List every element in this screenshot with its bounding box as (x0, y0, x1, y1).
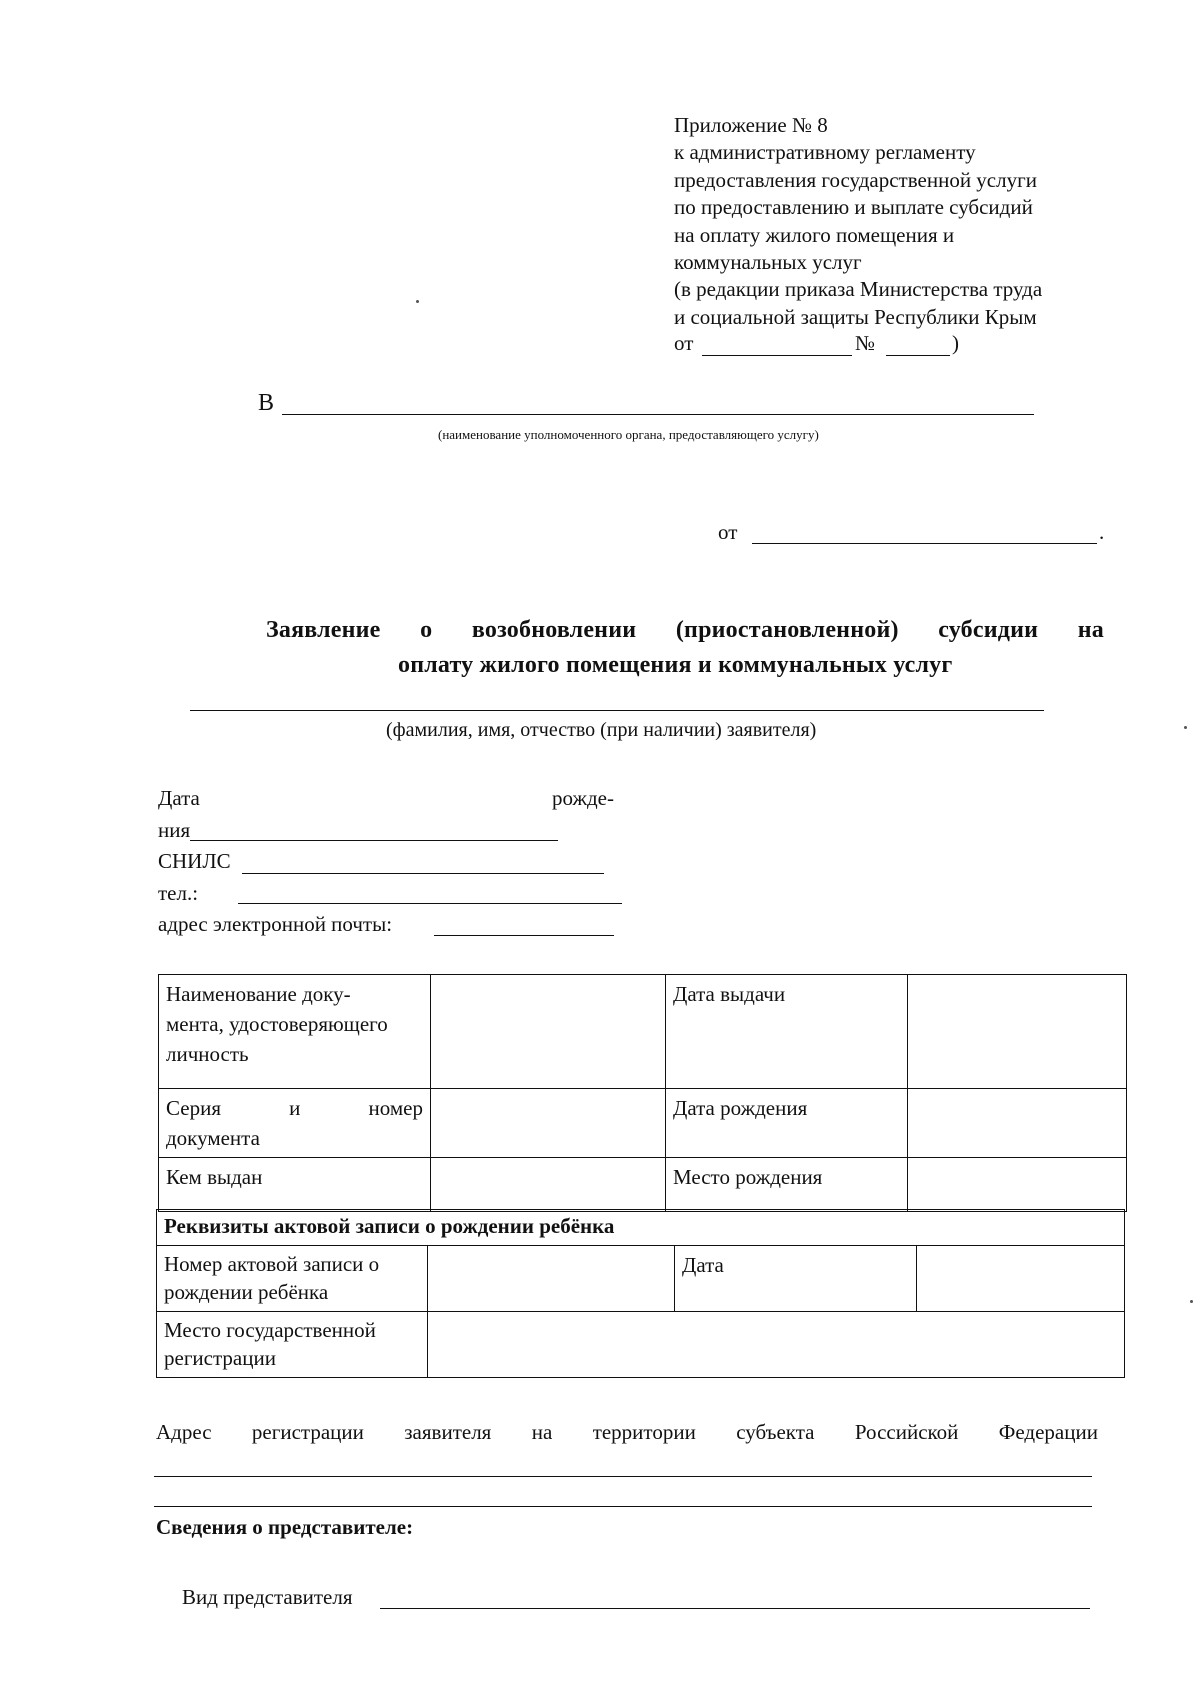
title-word: о (420, 617, 433, 643)
dob-label-part-3: ния (158, 818, 191, 842)
act-date-label: Дата (675, 1246, 917, 1312)
act-number-value[interactable] (428, 1246, 675, 1312)
snils-field[interactable] (242, 873, 604, 874)
act-section-header: Реквизиты актовой записи о рождении ребёнка (157, 1210, 1125, 1246)
birth-date-value[interactable] (908, 1089, 1127, 1158)
scan-speck (416, 300, 419, 303)
series-number-value[interactable] (431, 1089, 666, 1158)
table-row (159, 1089, 1127, 1158)
recipient-caption: (наименование уполномоченного органа, предоставляющего услугу) (438, 427, 819, 442)
appendix-line: (в редакции приказа Министерства труда (674, 277, 1043, 302)
sender-field[interactable] (752, 543, 1097, 544)
appendix-close-paren: ) (952, 331, 959, 355)
representative-type-field[interactable] (380, 1608, 1090, 1609)
series-line-2: документа (166, 1126, 260, 1150)
title-word: субсидии (938, 617, 1039, 643)
appendix-date-field[interactable] (702, 355, 852, 356)
table-row (157, 1246, 1125, 1312)
recipient-prefix: В (258, 390, 275, 416)
appendix-line: коммунальных услуг (674, 250, 862, 275)
table-row (159, 1158, 1127, 1212)
phone-field[interactable] (238, 903, 622, 904)
sender-label: от (718, 520, 738, 544)
sender-end-dot: . (1099, 520, 1105, 544)
snils-label: СНИЛС (158, 849, 231, 873)
address-word: Российской (854, 1420, 959, 1444)
page-title-line-1 (266, 617, 1104, 644)
address-word: заявителя (404, 1420, 492, 1444)
appendix-line: по предоставлению и выплате субсидий (674, 195, 1033, 220)
series-word: номер (368, 1096, 423, 1120)
appendix-line: предоставления государственной услуги (674, 167, 1037, 192)
appendix-line: на оплату жилого помещения и (674, 222, 955, 247)
address-word: Федерации (998, 1420, 1098, 1444)
address-word: субъекта (736, 1420, 815, 1444)
issued-by-label: Кем выдан (159, 1158, 431, 1212)
appendix-line: и социальной защиты Республики Крым (674, 304, 1037, 329)
scan-speck (1190, 1300, 1193, 1303)
series-number-label (159, 1089, 431, 1158)
appendix-number-label: № (855, 331, 876, 355)
issued-by-value[interactable] (431, 1158, 666, 1212)
act-date-value[interactable] (917, 1246, 1125, 1312)
title-word: (приостановленной) (675, 617, 899, 643)
dob-label-part-2: рожде- (552, 786, 614, 810)
reg-place-label: Место государственной регистрации (157, 1312, 428, 1378)
table-row (157, 1210, 1125, 1246)
appendix-line: к административному регламенту (674, 140, 976, 165)
birth-record-table (156, 1209, 1125, 1378)
appendix-from-label: от (674, 331, 694, 355)
address-field-line-2[interactable] (154, 1506, 1092, 1507)
representative-header: Сведения о представителе: (156, 1515, 414, 1539)
title-word: возобновлении (471, 617, 637, 643)
applicant-name-caption: (фамилия, имя, отчество (при наличии) заявителя) (386, 719, 817, 741)
table-row (157, 1312, 1125, 1378)
dob-label-part-1: Дата (158, 786, 200, 810)
reg-place-value[interactable] (428, 1312, 1125, 1378)
birth-place-value[interactable] (908, 1158, 1127, 1212)
birth-place-label: Место рождения (666, 1158, 908, 1212)
issue-date-value[interactable] (908, 975, 1127, 1089)
act-number-label: Номер актовой записи о рождении ребёнка (157, 1246, 428, 1312)
birth-date-label: Дата рождения (666, 1089, 908, 1158)
page-title-line-2: оплату жилого помещения и коммунальных услуг (398, 652, 953, 678)
issue-date-label: Дата выдачи (666, 975, 908, 1089)
scan-speck (1184, 726, 1187, 729)
address-word: регистрации (251, 1420, 364, 1444)
appendix-block (674, 112, 1042, 331)
address-field-line-1[interactable] (154, 1476, 1092, 1477)
address-label (156, 1420, 1098, 1445)
email-label: адрес электронной почты: (158, 912, 393, 936)
title-word: Заявление (266, 617, 381, 643)
email-field[interactable] (434, 935, 614, 936)
appendix-number-field[interactable] (886, 355, 950, 356)
title-word: на (1077, 617, 1104, 643)
doc-name-value[interactable] (431, 975, 666, 1089)
table-row (159, 975, 1127, 1089)
doc-name-label: Наименование доку- мента, удостоверяющего личность (159, 975, 431, 1089)
address-word: на (531, 1420, 553, 1444)
phone-label: тел.: (158, 881, 199, 905)
recipient-field[interactable] (282, 414, 1034, 415)
address-word: территории (592, 1420, 696, 1444)
series-word: Серия (166, 1096, 221, 1120)
identity-document-table (158, 974, 1127, 1212)
address-word: Адрес (156, 1420, 212, 1444)
dob-field[interactable] (190, 840, 558, 841)
appendix-line: Приложение № 8 (674, 113, 828, 137)
representative-type-label: Вид представителя (182, 1585, 353, 1609)
series-word: и (289, 1096, 301, 1120)
applicant-name-field[interactable] (190, 710, 1044, 711)
